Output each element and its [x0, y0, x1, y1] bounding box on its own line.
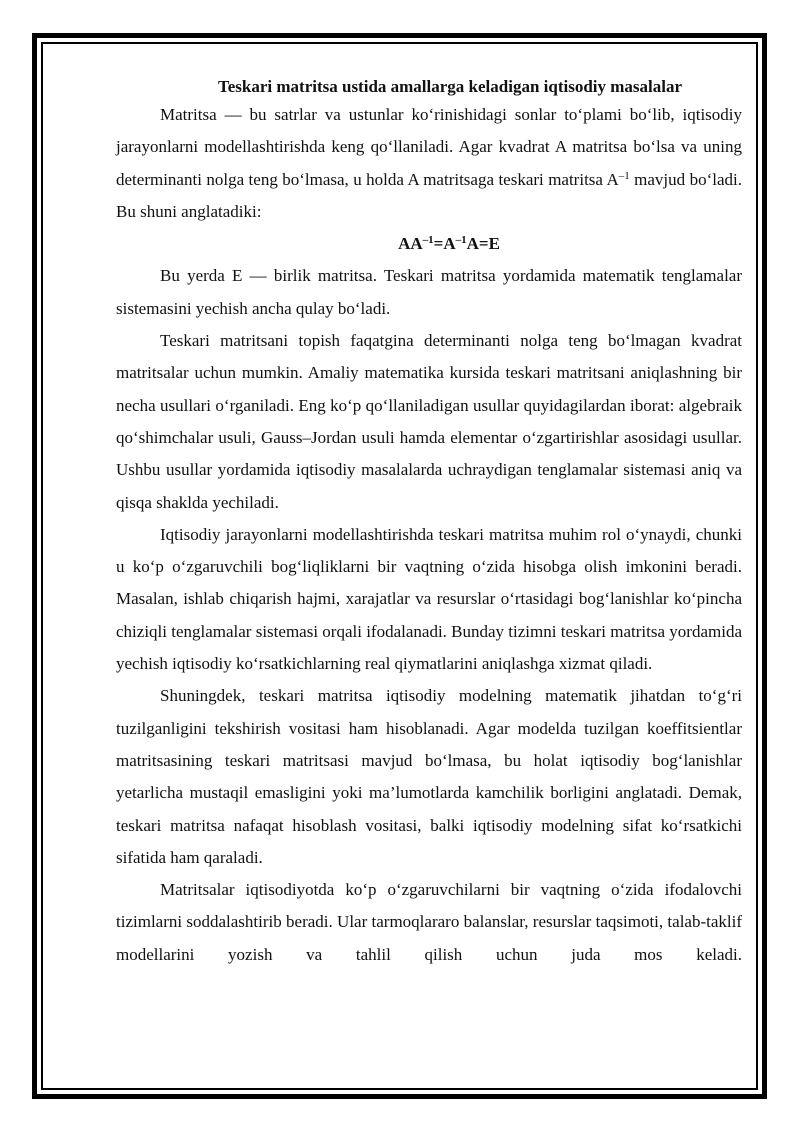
paragraph-2: Bu yerda E — birlik matritsa. Teskari matritsa yordamida matematik tenglamalar sistemasini yechish ancha qulay bo‘ladi. [116, 266, 742, 318]
paragraph-5: Shuningdek, teskari matritsa iqtisodiy modelning matematik jihatdan to‘g‘ri tuzilganligini tekshirish vositasi ham hisoblanadi. Agar modelda tuzilgan koeffitsientlar matritsasining teskari matritsasi mavjud bo‘lmasa, bu holat iqtisodiy bog‘lanishlar yetarlicha mustaqil emasligini yoki ma’lumotlarda kamchilik borligini anglatadi. Demak, teskari matritsa nafaqat hisoblash vositasi, balki iqtisodiy modelning sifat ko‘rsatkichi sifatida ham qaraladi. [116, 686, 742, 867]
paragraph-1 [116, 99, 742, 228]
paragraph-1-text: Matritsa — bu satrlar va ustunlar ko‘rinishidagi sonlar to‘plami bo‘lib, iqtisodiy jarayonlarni modellashtirishda keng qo‘llaniladi. Agar kvadrat A matritsa bo‘lsa va uning determinanti nolga teng bo‘lmasa, u holda A matritsaga teskari matritsa A [116, 105, 742, 189]
inverse-superscript: –1 [618, 169, 630, 182]
document-body [116, 75, 742, 971]
paragraph-1-tail: mavjud bo‘ladi. Bu shuni anglatadiki: [116, 169, 742, 221]
inverse-formula: $AA^{-1}=A^{-1}A=E$ [398, 234, 500, 254]
paragraph-6: Matritsalar iqtisodiyotda ko‘p o‘zgaruvchilarni bir vaqtning o‘zida ifodalovchi tizimlarni soddalashtirib beradi. Ular tarmoqlararo balanslar, resurslar taqsimoti, talab-taklif modellarini yozish va tahlil qilish uchun juda mos keladi. [116, 880, 742, 964]
paragraph-3: Teskari matritsani topish faqatgina determinanti nolga teng bo‘lmagan kvadrat matritsalar uchun mumkin. Amaliy matematika kursida teskari matritsani aniqlashning bir necha usullari o‘rganiladi. Eng ko‘p qo‘llaniladigan usullar quyidagilardan iborat: algebraik qo‘shimchalar usuli, Gauss–Jordan usuli hamda elementar o‘zgartirishlar asosidagi usullar. Ushbu usullar yordamida iqtisodiy masalalarda uchraydigan tenglamalar sistemasi aniq va qisqa shaklda yechiladi. [116, 331, 742, 512]
document-title: Teskari matritsa ustida amallarga keladigan iqtisodiy masalalar [217, 77, 683, 96]
paragraph-4: Iqtisodiy jarayonlarni modellashtirishda teskari matritsa muhim rol o‘ynaydi, chunki u ko‘p o‘zgaruvchili bog‘liqliklarni bir vaqtning o‘zida hisobga olish imkonini beradi. Masalan, ishlab chiqarish hajmi, xarajatlar va resurslar o‘rtasidagi bog‘lanishlar ko‘pincha chiziqli tenglamalar sistemasi orqali ifodalanadi. Bunday tizimni teskari matritsa yordamida yechish iqtisodiy ko‘rsatkichlarning real qiymatlarini aniqlashga xizmat qiladi. [116, 524, 742, 674]
